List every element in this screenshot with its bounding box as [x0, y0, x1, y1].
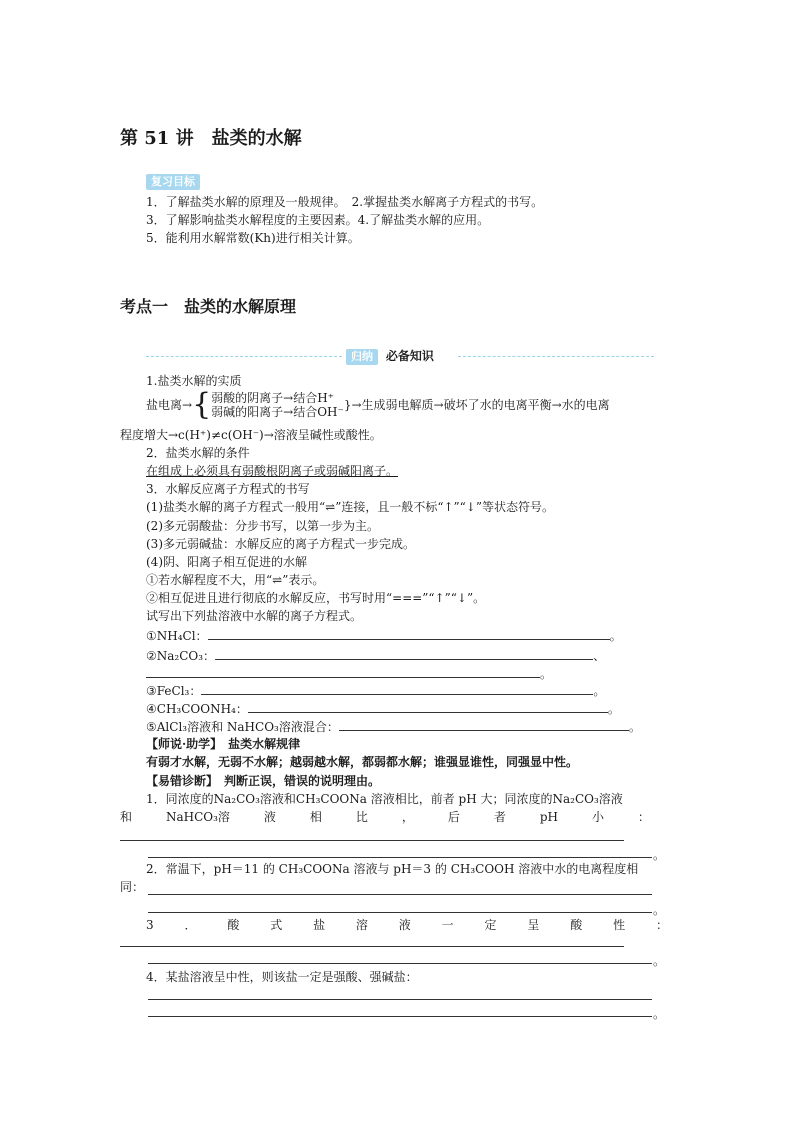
diag-q3-end: 。 [653, 954, 666, 968]
exercise-3-blank[interactable] [201, 683, 593, 695]
diag-q1-token: 小 [591, 810, 604, 824]
exercise-1 [146, 628, 622, 643]
goals-badge-row [146, 174, 200, 190]
diag-q4-rule-2 [148, 1016, 652, 1017]
diag-q3-token: 盐 [313, 918, 326, 932]
diag-q1-rule-1 [120, 840, 624, 841]
diag-q1-line-2 [120, 810, 650, 824]
diag-q3-token: 酸 [570, 918, 583, 932]
exercise-4-end: 。 [607, 702, 620, 716]
goals-badge: 复习目标 [146, 174, 200, 190]
diag-q1-token: ， [401, 810, 414, 824]
exercise-5-end: 。 [628, 720, 641, 734]
p1-tail: }→生成弱电解质→破坏了水的电离平衡→水的电离 [343, 398, 610, 412]
diag-q2-rule-2 [148, 912, 652, 913]
tip-heading: 【师说·助学】 盐类水解规律 [146, 737, 301, 751]
diag-q2-end: 。 [653, 903, 666, 917]
p3-line-1: (1)盐类水解的离子方程式一般用“⇌”连接，且一般不标“↑”“↓”等状态符号。 [146, 500, 554, 514]
goal-line-3: 5．能利用水解常数(Kh)进行相关计算。 [146, 231, 360, 245]
p1-brace: { [192, 387, 212, 422]
exercise-5 [146, 719, 641, 734]
diag-q3-token: 液 [398, 918, 411, 932]
diag-q1-token: 比 [355, 810, 368, 824]
diag-q1-token: 后 [447, 810, 460, 824]
p3-line-2: (2)多元弱酸盐：分步书写，以第一步为主。 [146, 519, 379, 533]
p2-text: 在组成上必须具有弱酸根阴离子或弱碱阳离子。 [146, 464, 399, 478]
exercise-1-blank[interactable] [208, 628, 610, 640]
diag-q3-token: 酸 [227, 918, 240, 932]
tip-text: 有弱才水解，无弱不水解；越弱越水解，都弱都水解；谁强显谁性，同强显中性。 [146, 755, 579, 769]
diag-q1-line-1: 1．同浓度的Na₂CO₃溶液和CH₃COONa 溶液相比，前者 pH 大；同浓度的Na₂CO₃溶液 [146, 792, 623, 806]
exercise-4-blank[interactable] [248, 701, 608, 713]
diag-q3-line [146, 918, 668, 932]
exercise-3 [146, 683, 605, 698]
diag-q1-token: 者 [493, 810, 506, 824]
diag-q3-rule-1 [120, 946, 624, 947]
diag-q4-end: 。 [653, 1007, 666, 1021]
diag-q3-token: 定 [484, 918, 497, 932]
exercise-2-blank-a[interactable] [215, 648, 593, 660]
p3-line-7: 试写出下列盐溶液中水解的离子方程式。 [146, 609, 363, 623]
p3-line-4: (4)阴、阳离子相互促进的水解 [146, 555, 307, 569]
diag-q1-token: ： [637, 810, 650, 824]
p2-heading: 2．盐类水解的条件 [146, 446, 250, 460]
p1-continuation: 程度增大→c(H⁺)≠c(OH⁻)→溶液呈碱性或酸性。 [120, 428, 382, 442]
diag-q3-token: 溶 [355, 918, 368, 932]
p1-branch-2: 弱碱的阳离子→结合OH⁻ [211, 405, 344, 419]
exercise-3-label: ③FeCl₃： [146, 684, 202, 698]
p3-heading: 3．水解反应离子方程式的书写 [146, 482, 310, 496]
diag-q3-token: ： [655, 918, 668, 932]
page-title: 第 51 讲 盐类的水解 [120, 128, 302, 149]
divider-line-right [458, 356, 654, 357]
diag-q3-token: ． [184, 918, 197, 932]
section-heading: 考点一 盐类的水解原理 [120, 297, 297, 316]
diag-heading: 【易错诊断】 判断正误，错误的说明理由。 [146, 774, 381, 788]
diag-q3-token: 性 [613, 918, 626, 932]
p3-line-5: ①若水解程度不大，用“⇌”表示。 [146, 573, 325, 587]
diag-q1-token: pH [539, 810, 558, 824]
diag-q3-token: 式 [270, 918, 283, 932]
diag-q1-token: 和 [120, 810, 133, 824]
divider-line-left [146, 356, 342, 357]
goal-line-2: 3．了解影响盐类水解程度的主要因素。4.了解盐类水解的应用。 [146, 213, 490, 227]
diag-q3-token: 3 [146, 918, 154, 932]
p1-branch-1: 弱酸的阴离子→结合H⁺ [211, 391, 335, 405]
exercise-4-label: ④CH₃COONH₄： [146, 702, 248, 716]
exercise-3-end: 。 [593, 684, 606, 698]
p3-line-6: ②相互促进且进行彻底的水解反应，书写时用“===”“↑”“↓”。 [146, 591, 486, 605]
exercise-2 [146, 648, 605, 663]
divider-label: 必备知识 [385, 349, 434, 363]
diag-q1-end: 。 [653, 848, 666, 862]
diag-q2-line-1: 2．常温下，pH＝11 的 CH₃COONa 溶液与 pH＝3 的 CH₃COOH 溶液中水的电离程度相 [146, 862, 639, 876]
p1-formula [146, 387, 610, 422]
diag-q1-rule-2 [148, 857, 652, 858]
diag-q4-line: 4．某盐溶液呈中性，则该盐一定是强酸、强碱盐： [146, 970, 418, 984]
exercise-4 [146, 701, 620, 716]
diag-q2-rule-1 [148, 894, 652, 895]
exercise-2b [146, 666, 552, 681]
divider-badge: 归纳 [346, 349, 378, 365]
exercise-2-blank-b[interactable] [146, 666, 540, 678]
diag-q1-token: 液 [263, 810, 276, 824]
goal-line-1: 1．了解盐类水解的原理及一般规律。 2.掌握盐类水解离子方程式的书写。 [146, 195, 544, 209]
diag-q1-token: NaHCO₃溶 [165, 810, 230, 824]
divider [346, 349, 434, 365]
p3-line-3: (3)多元弱碱盐：水解反应的离子方程式一步完成。 [146, 537, 415, 551]
diag-q3-token: 呈 [527, 918, 540, 932]
exercise-2b-end: 。 [540, 667, 553, 681]
diag-q1-token: 相 [309, 810, 322, 824]
diag-q3-token: 一 [441, 918, 454, 932]
exercise-1-label: ①NH₄Cl： [146, 629, 208, 643]
exercise-5-blank[interactable] [339, 719, 629, 731]
diag-q4-rule-1 [148, 999, 652, 1000]
p1-lead: 盐电离→ [146, 398, 193, 412]
p1-heading: 1.盐类水解的实质 [146, 374, 242, 388]
exercise-2-sep: 、 [593, 649, 606, 663]
diag-q2-line-2: 同： [120, 880, 145, 894]
exercise-5-label: ⑤AlCl₃溶液和 NaHCO₃溶液混合： [146, 720, 339, 734]
exercise-2-label: ②Na₂CO₃： [146, 649, 216, 663]
p1-branches [211, 391, 344, 419]
exercise-1-end: 。 [609, 629, 622, 643]
diag-q3-rule-2 [148, 963, 652, 964]
